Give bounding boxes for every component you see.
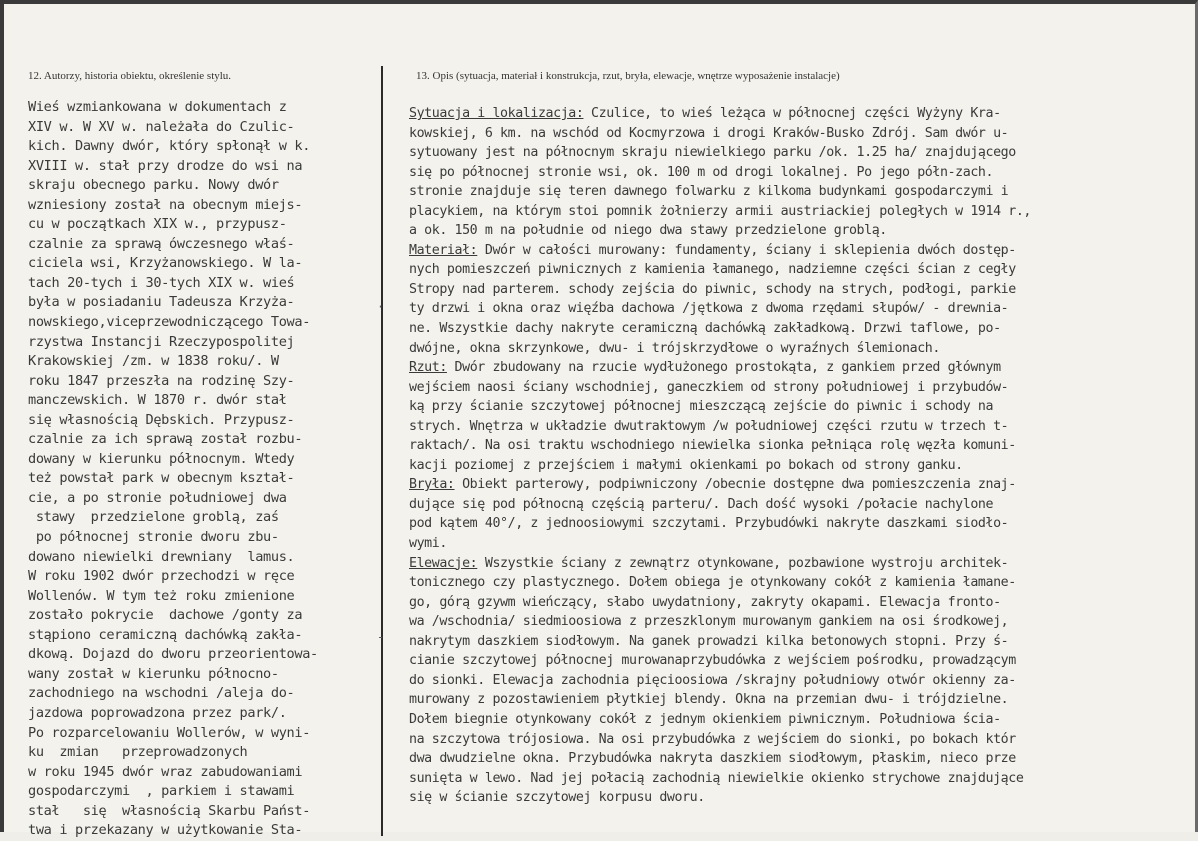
text-line [409, 671, 1031, 691]
line-text: nakrytym daszkiem siodłowym. Na ganek prowadzi kilka betonowych stopni. Przy ś- [409, 633, 1009, 649]
text-line: tach 20-tych i 30-tych XIX w. wieś [28, 274, 295, 291]
line-text: murowany z pozostawieniem płytkiej blendy. Okna na przemian dwu- i trójdzielne. [409, 692, 1009, 708]
text-line: manczewskich. W 1870 r. dwór stał [28, 392, 287, 409]
text-line: twa i przekazany w użytkowanie Sta- [28, 822, 303, 839]
text-line: dowany w kierunku północnym. Wtedy [28, 450, 295, 467]
line-text: nych pomieszczeń piwnicznych z kamienia łamanego, nadziemne części ścian z cegły [409, 262, 1016, 278]
line-text: ką przy ścianie szczytowej północnej mieszczącą zejście do piwnic i schody na [409, 399, 994, 415]
text-line: wzniesiony został na obecnym miejs- [28, 196, 303, 213]
description-text [409, 104, 1031, 808]
line-text: Dwór zbudowany na rzucie wydłużonego prostokąta, z gankiem przed głównym [446, 360, 1001, 376]
section-heading: Rzut: [409, 360, 447, 376]
line-text: wa /wschodnia/ siedmioosiowa z przeszklonym murowanym gankiem na osi środkowej, [409, 614, 1009, 630]
left-column-header: 12. Autorzy, historia obiektu, określenie stylu. [28, 70, 232, 82]
line-text: na szczytowa trójosiowa. Na osi przybudówka z wejściem do sionki, po bokach któr [409, 731, 1016, 747]
text-line [409, 573, 1031, 593]
text-line: była w posiadaniu Tadeusza Krzyża- [28, 294, 295, 311]
text-line: XVIII w. stał przy drodze do wsi na [28, 157, 303, 174]
text-line [409, 319, 1031, 339]
text-line: ku zmian przeprowadzonych [28, 744, 248, 761]
right-column-header: 13. Opis (sytuacja, materiał i konstrukcja, rzut, bryła, elewacje, wnętrze wyposażenie instalacje) [416, 70, 840, 82]
text-line: roku 1847 przeszła na rodzinę Szy- [28, 372, 295, 389]
text-line [409, 202, 1031, 222]
text-line [409, 260, 1031, 280]
text-line [409, 104, 1031, 124]
text-line: gospodarczymi , parkiem i stawami [28, 783, 295, 800]
text-line [409, 456, 1031, 476]
line-text: stronie znajduje się teren dawnego folwarku z kilkoma budynkami gospodarczymi i [409, 184, 1009, 200]
line-text: Dołem biegnie otynkowany cokół z jednym okienkiem piwnicznym. Południowa ścia- [409, 711, 1001, 727]
text-line [409, 690, 1031, 710]
text-line: się własnością Dębskich. Przypusz- [28, 411, 295, 428]
line-text: a ok. 150 m na południe od niego dwa stawy przedzielone groblą. [409, 223, 887, 239]
text-line [409, 534, 1031, 554]
text-line: kich. Dawny dwór, który spłonął w k. [28, 138, 311, 155]
line-text: do sionki. Elewacja zachodnia pięcioosiowa /skrajny południowy otwór okienny za- [409, 672, 1016, 688]
text-line: cie, a po stronie południowej dwa [28, 489, 287, 506]
text-line [409, 299, 1031, 319]
text-line: skraju obecnego parku. Nowy dwór [28, 177, 279, 194]
text-line: po północnej stronie dworu zbu- [28, 529, 279, 546]
line-text: Stropy nad parterem. schody zejścia do piwnic, schody na strych, podłogi, parkie [409, 281, 1016, 297]
text-line: XIV w. W XV w. należała do Czulic- [28, 118, 295, 135]
text-line [409, 788, 1031, 808]
text-line: zachodniego na wschodni /aleja do- [28, 685, 295, 702]
section-heading: Elewacje: [409, 555, 478, 571]
text-line: w roku 1945 dwór wraz zabudowaniami [28, 763, 303, 780]
line-text: dwa dwudzielne okna. Przybudówka nakryta daszkiem siodłowym, płaskim, nieco prze [409, 751, 1016, 767]
line-text: kowskiej, 6 km. na wschód od Kocmyrzowa i drogi Kraków-Busko Zdrój. Sam dwór u- [409, 125, 1009, 141]
text-line: nowskiego,viceprzewodniczącego Towa- [28, 314, 311, 331]
text-line [409, 554, 1031, 574]
line-text: Wszystkie ściany z zewnątrz otynkowane, pozbawione wystroju architek- [477, 555, 1009, 571]
text-line: ciciela wsi, Krzyżanowskiego. W la- [28, 255, 303, 272]
line-text: raktach/. Na osi traktu wschodniego niewielka sionka pełniąca rolę węzła komuni- [409, 438, 1016, 454]
text-line: rzystwa Instancji Rzeczypospolitej [28, 333, 295, 350]
text-line: cu w początkach XIX w., przypusz- [28, 216, 287, 233]
text-line: stawy przedzielone groblą, zaś [28, 509, 279, 526]
line-text: cianie szczytowej północnej murowanaprzybudówka z wejściem pośrodku, prowadzącym [409, 653, 1016, 669]
text-line [409, 475, 1031, 495]
line-text: dwójne, okna skrzynkowe, dwu- i trójskrzydłowe o wyraźnych ślemionach. [409, 340, 940, 356]
section-heading: Materiał: [409, 242, 478, 258]
text-line [409, 710, 1031, 730]
text-line [409, 612, 1031, 632]
text-line: Wieś wzmiankowana w dokumentach z [28, 99, 287, 115]
text-line: zostało pokrycie dachowe /gonty za [28, 607, 303, 624]
text-line [409, 358, 1031, 378]
text-line [409, 632, 1031, 652]
text-line: czalnie za ich sprawą został rozbu- [28, 431, 303, 448]
text-line: też powstał park w obecnym kształ- [28, 470, 295, 487]
text-line [409, 339, 1031, 359]
line-text: dujące się pod północną częścią parteru/. Dach dość wysoki /połacie nachylone [409, 496, 994, 512]
text-line [409, 436, 1031, 456]
line-text: placykiem, na którym stoi pomnik żołnierzy armii austriackiej poległych w 1914 r., [409, 203, 1032, 219]
line-text: Dwór w całości murowany: fundamenty, ściany i sklepienia dwóch dostęp- [477, 242, 1016, 258]
line-text: się w ścianie szczytowej korpusu dworu. [409, 790, 705, 806]
line-text: kacji poziomej z przejściem i małymi okienkami po bokach od strony ganku. [409, 457, 963, 473]
line-text: ty drzwi i okna oraz więźba dachowa /jętkowa z dwoma rzędami słupów/ - drewnia- [409, 301, 1009, 317]
text-line [409, 124, 1031, 144]
text-line [409, 417, 1031, 437]
text-line [409, 749, 1031, 769]
line-text: wymi. [409, 536, 447, 552]
text-line: stał się własnością Skarbu Państ- [28, 802, 311, 819]
text-line [409, 241, 1031, 261]
punch-mark: - [377, 630, 385, 644]
text-line [409, 730, 1031, 750]
text-line: dkową. Dojazd do dworu przeorientowa- [28, 646, 318, 663]
line-text: sytuowany jest na północnym skraju niewielkiego parku /ok. 1.25 ha/ znajdującego [409, 145, 1016, 161]
text-line: Wollenów. W tym też roku zmienione [28, 587, 295, 604]
text-line: Krakowskiej /zm. w 1838 roku/. W [28, 353, 279, 370]
line-text: sunięta w lewo. Nad jej połacią zachodnią niewielkie okienko strychowe znajdujące [409, 770, 1024, 786]
text-line: jazdowa poprowadzona przez park/. [28, 704, 287, 721]
section-heading: Bryła: [409, 477, 455, 493]
line-text: ne. Wszystkie dachy nakryte ceramiczną dachówką zakładkową. Drzwi taflowe, po- [409, 321, 1001, 337]
text-line: czalnie za sprawą ówczesnego właś- [28, 235, 295, 252]
section-heading: Sytuacja i lokalizacja: [409, 106, 584, 121]
punch-mark: · [377, 300, 385, 314]
text-line [409, 651, 1031, 671]
text-line: W roku 1902 dwór przechodzi w ręce [28, 568, 295, 585]
line-text: Czulice, to wieś leżąca w północnej części Wyżyny Kra- [583, 106, 1001, 121]
text-line [409, 280, 1031, 300]
line-text: tonicznego czy plastycznego. Dołem obiega je otynkowany cokół z kamienia łamane- [409, 575, 1016, 591]
text-line [409, 221, 1031, 241]
text-line [409, 514, 1031, 534]
line-text: się po północnej stronie wsi, ok. 100 m od drogi lokalnej. Po jego półn-zach. [409, 164, 994, 180]
text-line [409, 769, 1031, 789]
text-line: Po rozparcelowaniu Wollerów, w wyni- [28, 724, 311, 741]
text-line [409, 163, 1031, 183]
text-line: dowano niewielki drewniany lamus. [28, 548, 295, 565]
text-line [409, 593, 1031, 613]
text-line [409, 143, 1031, 163]
line-text: wejściem naosi ściany wschodniej, ganeczkiem od strony południowej i przybudów- [409, 379, 1009, 395]
text-line: stąpiono ceramiczną dachówką zakła- [28, 626, 303, 643]
line-text: pod kątem 40°/, z jednoosiowymi szczytami. Przybudówki nakryte daszkami siodło- [409, 516, 1009, 532]
column-divider [381, 66, 383, 836]
text-line [409, 397, 1031, 417]
line-text: go, górą gzywm wieńczący, słabo uwydatniony, zakryty okapami. Elewacja fronto- [409, 594, 1001, 610]
history-text [28, 98, 318, 841]
text-line [409, 378, 1031, 398]
line-text: strych. Wnętrza w układzie dwutraktowym /w południowej części rzutu w trzech t- [409, 418, 1009, 434]
text-line: wany został w kierunku północno- [28, 665, 279, 682]
text-line [409, 182, 1031, 202]
line-text: Obiekt parterowy, podpiwniczony /obecnie dostępne dwa pomieszczenia znaj- [454, 477, 1016, 493]
text-line [409, 495, 1031, 515]
